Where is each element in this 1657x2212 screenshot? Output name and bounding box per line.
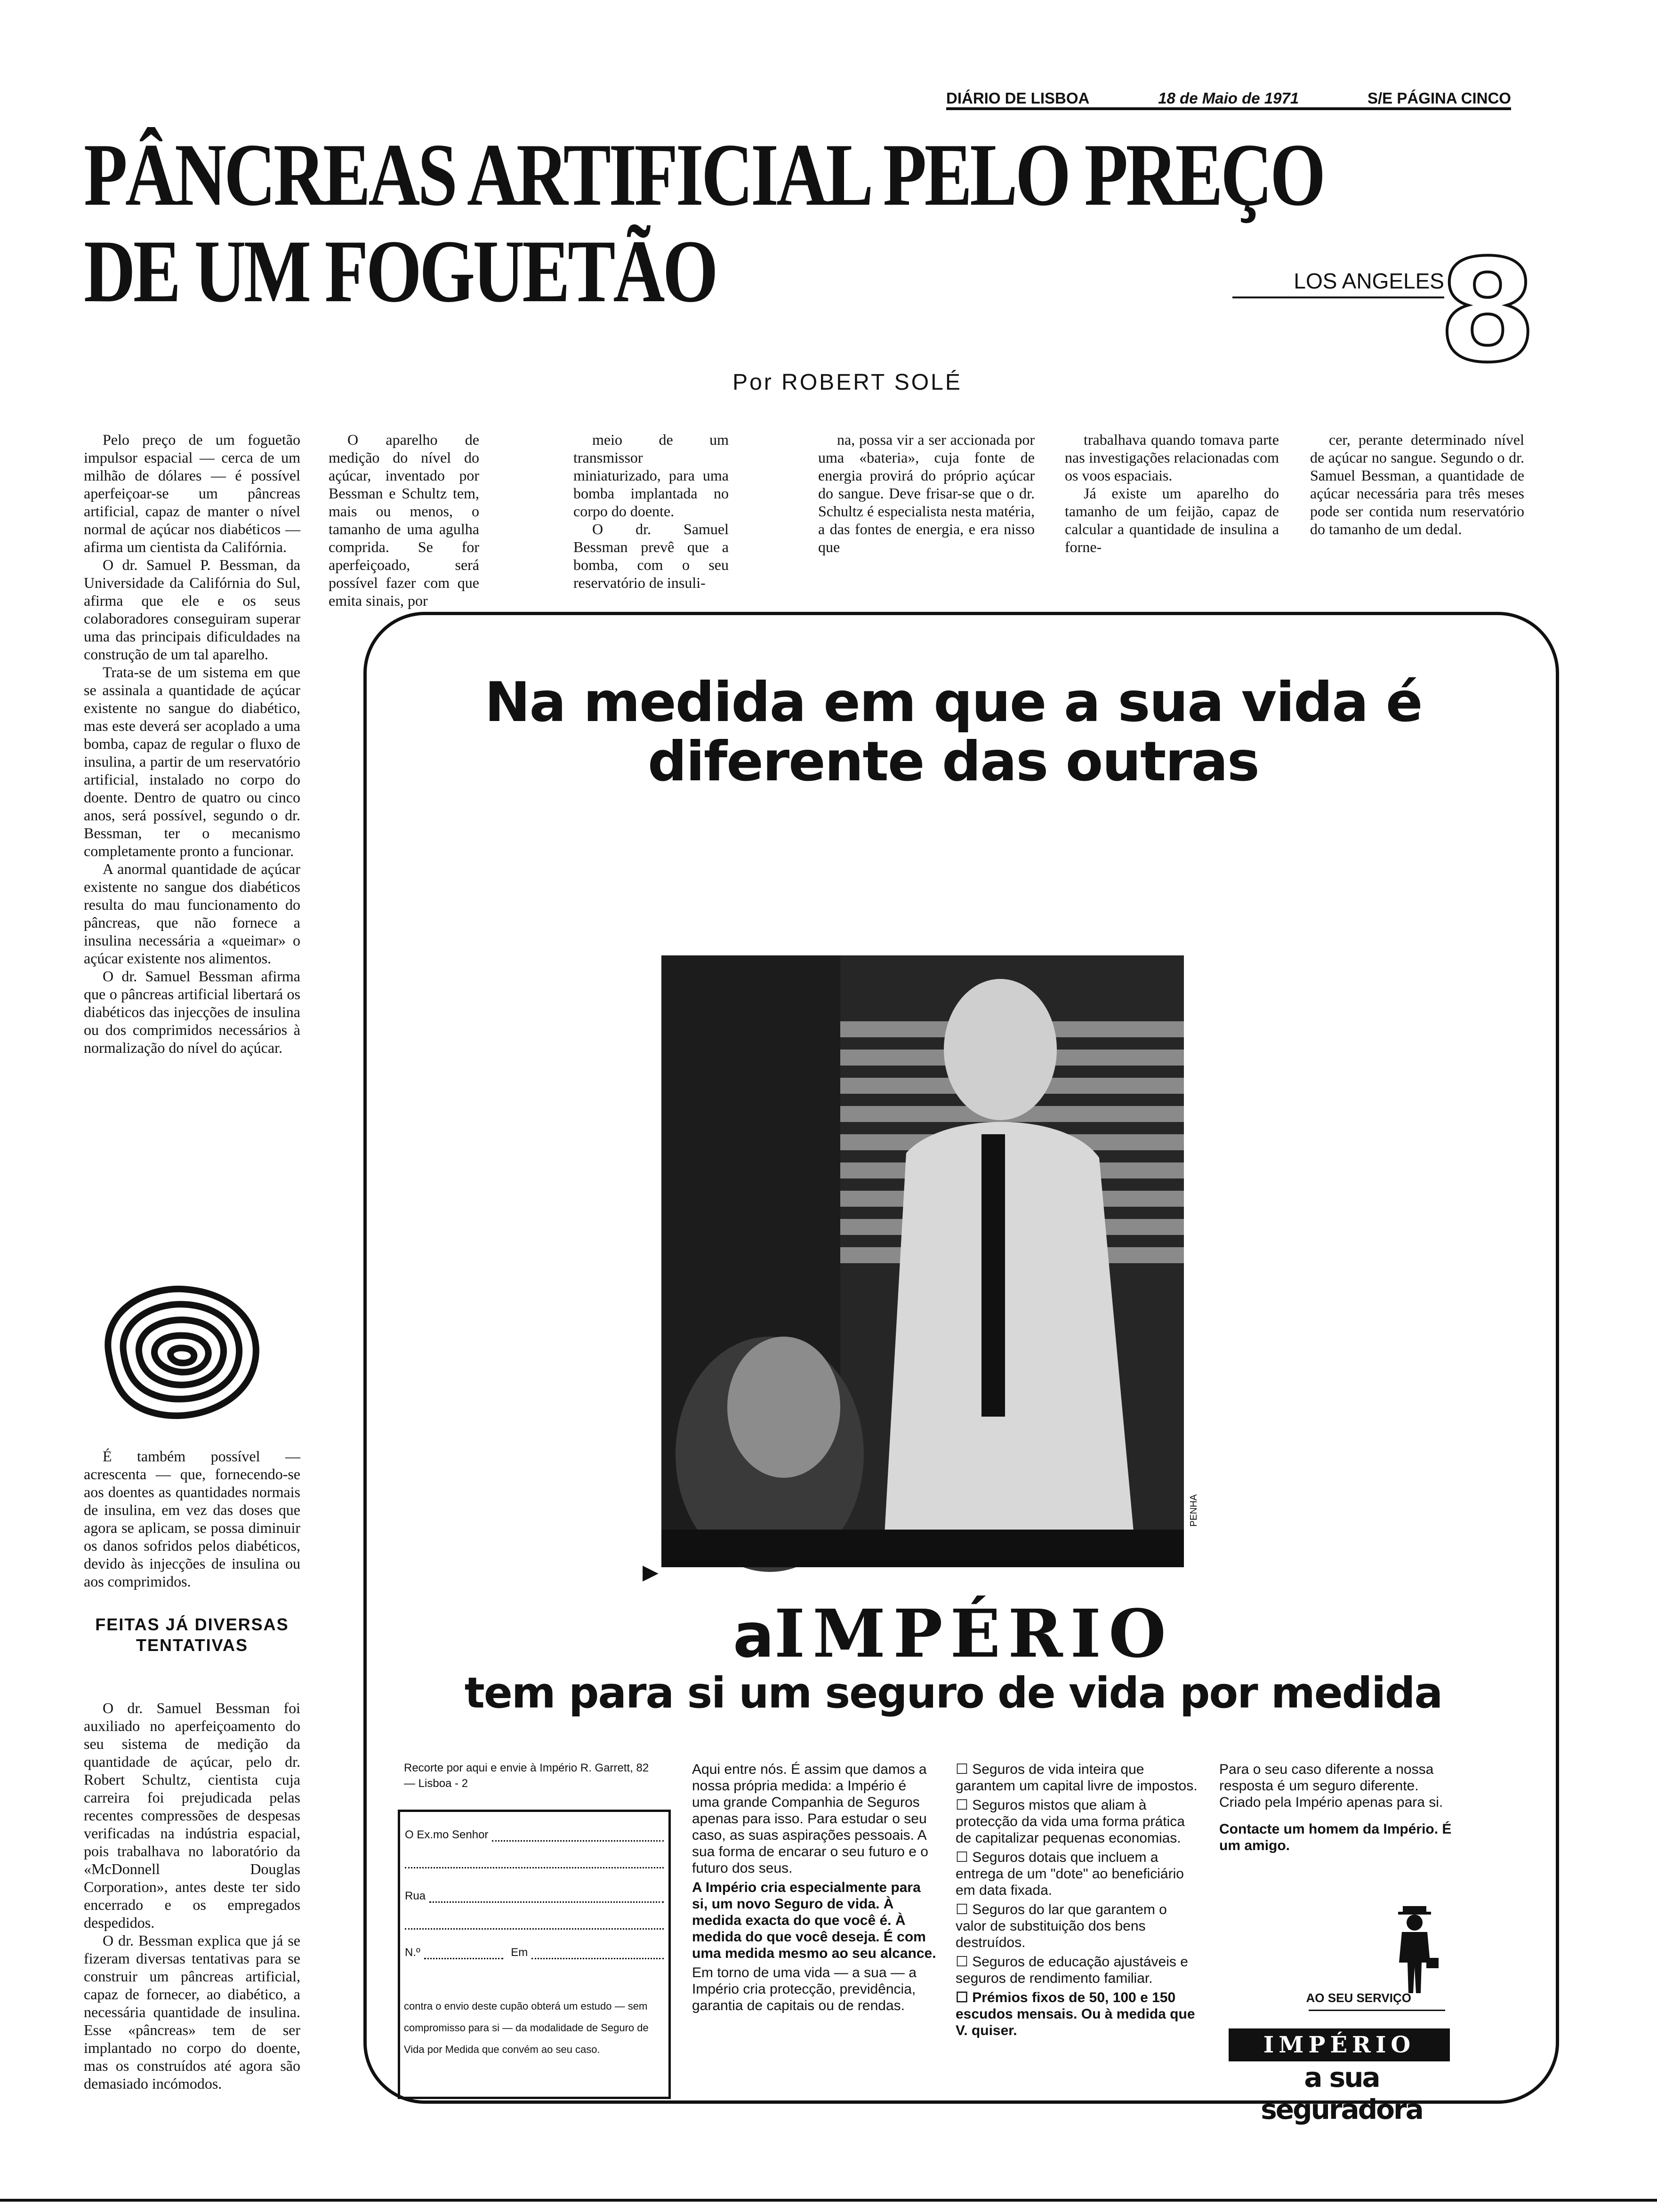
article-column-3	[573, 431, 729, 592]
article-column-6	[1310, 431, 1524, 538]
coupon-footer: contra o envio deste cupão obterá um estudo — sem compromisso para si — da modalidade de Seguro de Vida por Medida que convém ao seu caso.	[404, 2000, 649, 2055]
insurance-item: ☐ Seguros mistos que aliam à protecção da vida uma forma prática de capitalizar pequenas economias.	[956, 1797, 1185, 1846]
ao-seu-servico: AO SEU SERVIÇO	[1306, 1991, 1411, 2005]
page-label: S/E PÁGINA CINCO	[1367, 89, 1511, 107]
article-column-1	[84, 431, 300, 1057]
ad-paragraph: Em torno de uma vida — a sua — a Império cria protecção, previdência, garantia de capitais ou de rendas.	[692, 1965, 917, 2013]
article-paragraph: na, possa vir a ser accionada por uma «bateria», cuja fonte de energia provirá do próprio açúcar do sangue. Deve frisar-se que o dr. Schultz é especialista nesta matéria, a das fontes de energia, e era nisso que	[818, 431, 1035, 555]
ad-brand-line	[424, 1595, 1483, 1673]
coupon-name-label: O Ex.mo Senhor	[405, 1828, 489, 1841]
coupon-intro: Recorte por aqui e envie à Império R. Garrett, 82 — Lisboa - 2	[404, 1762, 649, 1790]
ao-servico-rule	[1309, 2010, 1445, 2011]
coupon-name-field[interactable]	[405, 1828, 664, 1842]
masthead-rule	[946, 107, 1511, 110]
coupon-street-field[interactable]	[405, 1890, 664, 1903]
insurance-item: ☐ Seguros do lar que garantem o valor de substituição dos bens destruídos.	[956, 1902, 1167, 1950]
imperio-logo-subtitle: a sua seguradora	[1261, 2061, 1423, 2125]
article-paragraph: cer, perante determinado nível de açúcar no sangue. Segundo o dr. Samuel Bessman, a quantidade de açúcar necessária para três meses pode ser contida num reservatório do tamanho de um dedal.	[1310, 431, 1524, 537]
headline	[84, 126, 1324, 321]
article-column-1-continued	[84, 1447, 300, 1590]
dateline: LOS ANGELES	[1294, 269, 1444, 293]
ad-tagline: tem para si um seguro de vida por medida	[464, 1668, 1442, 1718]
headline-line-1: PÂNCREAS ARTIFICIAL PELO PREÇO	[84, 126, 1324, 224]
coupon-number-label: N.º	[405, 1946, 420, 1959]
section-number-badge	[1438, 229, 1537, 393]
ad-headline: Na medida em que a sua vida é diferente das outras	[484, 671, 1422, 793]
arrow-icon: ▶	[643, 1561, 659, 1584]
article-paragraph: Trata-se de um sistema em que se assinala a quantidade de açúcar existente no sangue do diabético, mas este deverá ser acoplado a uma bomba, capaz de regular o fluxo de insulina, a partir de um reservatório artificial, instalado no corpo do doente. Dentro de quatro ou cinco anos, será possível, segundo o dr. Bessman, ter o mecanismo completamente pronto a funcionar.	[84, 664, 300, 859]
ad-photo	[661, 955, 1184, 1567]
photo-credit: PENHA	[1189, 1494, 1199, 1527]
ad-column-1	[692, 1761, 937, 2017]
swirl-illustration	[94, 1280, 268, 1426]
coupon-number-city-field[interactable]	[405, 1946, 664, 1959]
insurance-item-premium: ☐ Prémios fixos de 50, 100 e 150 escudos mensais. Ou à medida que V. quiser.	[956, 1990, 1195, 2038]
brand-name: IMPÉRIO	[774, 1595, 1174, 1673]
brand-prefix: a	[733, 1600, 774, 1671]
article-paragraph: meio de um transmissor miniaturizado, para uma bomba implantada no corpo do doente.	[573, 431, 729, 520]
page-bottom-rule	[0, 2199, 1657, 2202]
masthead	[946, 84, 1511, 107]
coupon-city-label: Em	[511, 1946, 528, 1959]
article-paragraph: O dr. Samuel Bessman afirma que o pâncreas artificial libertará os diabéticos das injecções de insulina ou dos comprimidos necessários à normalização do nível do açúcar.	[84, 968, 300, 1056]
insurance-item: ☐ Seguros de educação ajustáveis e seguros de rendimento familiar.	[956, 1954, 1188, 1986]
byline: Por ROBERT SOLÉ	[732, 370, 962, 395]
paper-name: DIÁRIO DE LISBOA	[946, 89, 1090, 107]
ad-column-3	[1219, 1761, 1455, 1857]
article-paragraph: O aparelho de medição do nível do açúcar, inventado por Bessman e Schultz tem, mais ou menos, o tamanho de uma agulha comprida. Se for aperfeiçoado, será possível fazer com que emita sinais, por	[329, 431, 479, 609]
article-paragraph: A anormal quantidade de açúcar existente no sangue dos diabéticos resulta do mau funcionamento do pâncreas, que não fornece a insulina necessária a «queimar» o açúcar existente nos alimentos.	[84, 860, 300, 967]
agent-figure-icon	[1389, 1906, 1440, 1996]
article-paragraph: O dr. Samuel P. Bessman, da Universidade da Califórnia do Sul, afirma que ele e os seus colaboradores conseguiram superar uma das principais dificuldades na construção de um tal aparelho.	[84, 556, 300, 663]
article-paragraph: trabalhava quando tomava parte nas investigações relacionadas com os voos espaciais.	[1065, 431, 1279, 484]
article-column-5	[1065, 431, 1279, 556]
article-column-1-end	[84, 1699, 300, 2092]
insurance-item: ☐ Seguros de vida inteira que garantem um capital livre de impostos.	[956, 1762, 1198, 1794]
coupon-name-field-line2[interactable]	[405, 1857, 664, 1868]
coupon-street-field-line2[interactable]	[405, 1918, 664, 1930]
issue-date: 18 de Maio de 1971	[1158, 89, 1299, 107]
ad-paragraph-bold: A Império cria especialmente para si, um novo Seguro de vida. À medida exacta do que você é. À medida do que você deseja. É com uma medida mesmo ao seu alcance.	[692, 1880, 936, 1961]
coupon-street-label: Rua	[405, 1890, 426, 1902]
ad-paragraph: Para o seu caso diferente a nossa resposta é um seguro diferente. Criado pela Império apenas para si.	[1219, 1762, 1443, 1810]
imperio-logo: IMPÉRIO	[1229, 2028, 1450, 2061]
article-paragraph: O dr. Bessman explica que já se fizeram diversas tentativas para se construir um pâncreas artificial, capaz de fornecer, ao diabético, a necessária quantidade de insulina. Esse «pâncreas» tem de ser implantado no corpo do doente, mas os construídos até agora são demasiado incómodos.	[84, 1932, 300, 2092]
article-paragraph: Pelo preço de um foguetão impulsor espacial — cerca de um milhão de dólares — é possível aperfeiçoar-se um pâncreas artificial, capaz de manter o nível normal de açúcar nos diabéticos — afirma um cientista da Califórnia.	[84, 431, 300, 555]
headline-line-2: DE UM FOGUETÃO	[84, 222, 716, 321]
ad-paragraph: Aqui entre nós. É assim que damos a nossa própria medida: a Império é uma grande Companhia de Seguros apenas para isso. Para estudar o seu caso, as suas aspirações pessoais. A sua forma de encarar o seu futuro e o futuro dos seus.	[692, 1762, 928, 1876]
ad-column-2	[956, 1761, 1200, 2042]
subheading: FEITAS JÁ DIVERSAS TENTATIVAS	[95, 1615, 289, 1655]
photo-illustration	[661, 955, 1184, 1567]
article-paragraph: Já existe um aparelho do tamanho de um feijão, capaz de calcular a quantidade de insulina a forne-	[1065, 485, 1279, 555]
dateline-rule	[1232, 297, 1444, 298]
article-paragraph: O dr. Samuel Bessman foi auxiliado no aperfeiçoamento do seu sistema de medição da quantidade de açúcar, pelo dr. Robert Schultz, cientista cuja carreira foi prejudicada pelas recentes compressões de despesas verificadas na indústria espacial, pois trabalhava no laboratório da «McDonnell Douglas Corporation», antes deste ter sido encerrado e os empregados despedidos.	[84, 1699, 300, 1931]
insurance-item: ☐ Seguros dotais que incluem a entrega de um "dote" ao beneficiário em data fixada.	[956, 1850, 1184, 1898]
article-column-2	[329, 431, 479, 609]
ad-contact: Contacte um homem da Império. É um amigo.	[1219, 1821, 1452, 1853]
article-paragraph: É também possível — acrescenta — que, fornecendo-se aos doentes as quantidades normais de insulina, em vez das doses que agora se aplicam, se possa diminuir os danos sofridos pelos diabéticos, devido às injecções de insulina ou aos comprimidos.	[84, 1448, 300, 1590]
article-column-4	[818, 431, 1035, 556]
article-paragraph: O dr. Samuel Bessman prevê que a bomba, com o seu reservatório de insuli-	[573, 521, 729, 591]
section-number: 8	[1438, 229, 1537, 393]
